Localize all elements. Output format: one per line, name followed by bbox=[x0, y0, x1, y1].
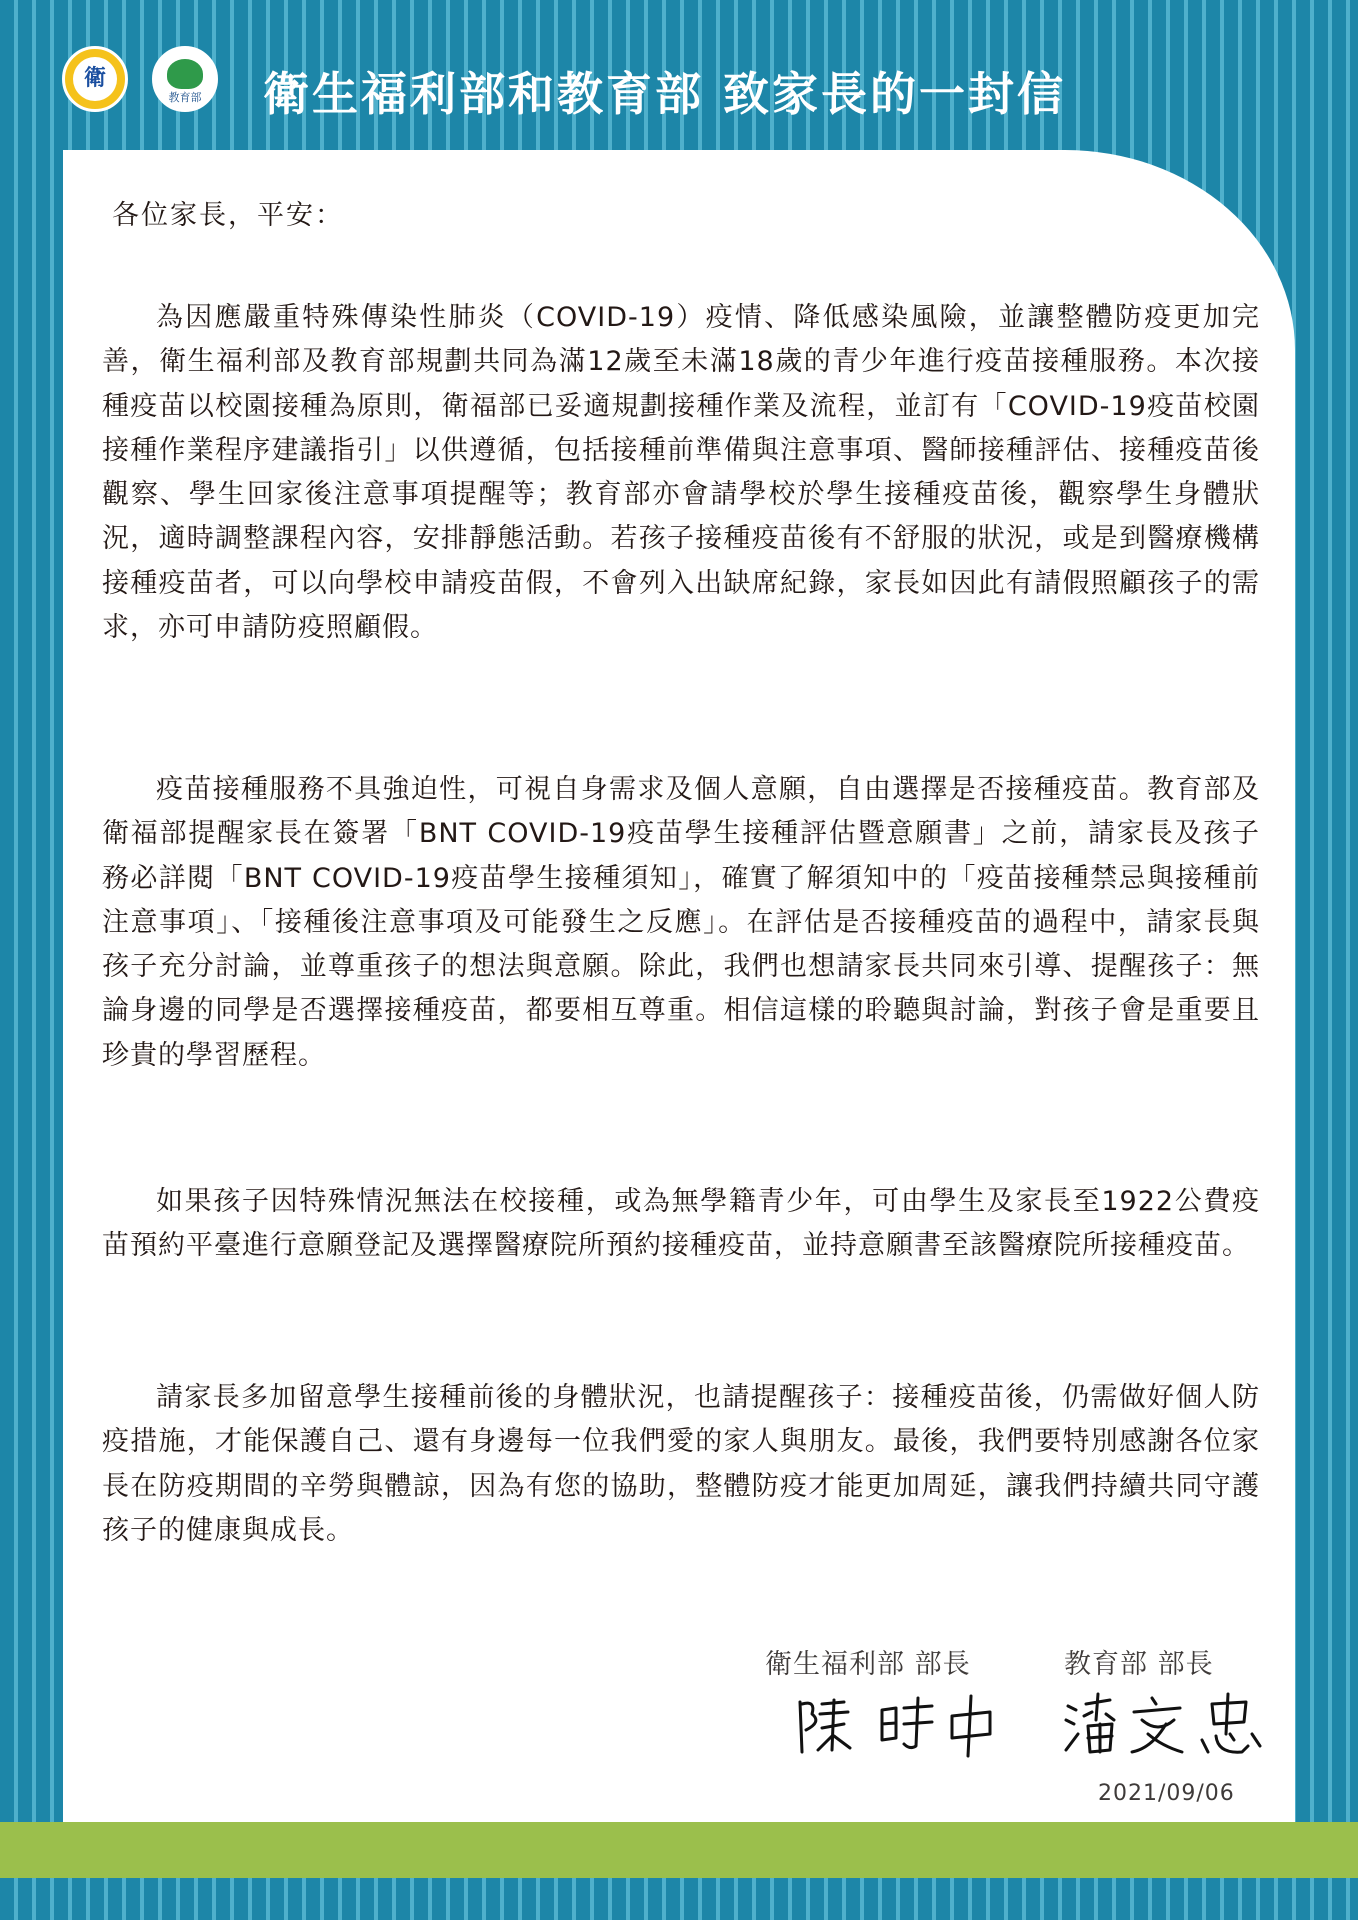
signatory-title-moe: 教育部 部長 bbox=[1064, 1649, 1214, 1680]
letter-paragraph-2: 疫苗接種服務不具強迫性，可視自身需求及個人意願，自由選擇是否接種疫苗。教育部及衛福部提醒家長在簽署「BNT COVID-19疫苗學生接種評估暨意願書」之前，請家長及孩子務必詳閱「BNT COVID-19疫苗學生接種須知」，確實了解須知中的「疫苗接種禁忌與接種前注意事項」、「接種後注意事項及可能發生之反應」。在評估是否接種疫苗的過程中，請家長與孩子充分討論，並尊重孩子的想法與意願。除此，我們也想請家長共同來引導、提醒孩子：無論身邊的同學是否選擇接種疫苗，都要相互尊重。相信這樣的聆聽與討論，對孩子會是重要且珍貴的學習歷程。 bbox=[102, 774, 1260, 1071]
letter-paragraph-1: 為因應嚴重特殊傳染性肺炎（COVID-19）疫情、降低感染風險，並讓整體防疫更加完善，衛生福利部及教育部規劃共同為滿12歲至未滿18歲的青少年進行疫苗接種服務。本次接種疫苗以校園接種為原則，衛福部已妥適規劃接種作業及流程，並訂有「COVID-19疫苗校園接種作業程序建議指引」以供遵循，包括接種前準備與注意事項、醫師接種評估、接種疫苗後觀察、學生回家後注意事項提醒等；教育部亦會請學校於學生接種疫苗後，觀察學生身體狀況，適時調整課程內容，安排靜態活動。若孩子接種疫苗後有不舒服的狀況，或是到醫療機構接種疫苗者，可以向學校申請疫苗假，不會列入出缺席紀錄，家長如因此有請假照顧孩子的需求，亦可申請防疫照顧假。 bbox=[102, 302, 1260, 644]
letter-header bbox=[0, 0, 1358, 175]
mohw-logo-icon: 衛 bbox=[62, 46, 128, 112]
page-title: 衛生福利部和教育部 致家長的一封信 bbox=[263, 67, 1067, 121]
letter-greeting: 各位家長，平安： bbox=[112, 200, 344, 231]
letter-paragraph-3: 如果孩子因特殊情況無法在校接種，或為無學籍青少年，可由學生及家長至1922公費疫苗預約平臺進行意願登記及選擇醫療院所預約接種疫苗，並持意願書至該醫療院所接種疫苗。 bbox=[102, 1186, 1260, 1262]
letter-paragraph-4: 請家長多加留意學生接種前後的身體狀況，也請提醒孩子：接種疫苗後，仍需做好個人防疫措施，才能保護自己、還有身邊每一位我們愛的家人與朋友。最後，我們要特別感謝各位家長在防疫期間的辛勞與體諒，因為有您的協助，整體防疫才能更加周延，讓我們持續共同守護孩子的健康與成長。 bbox=[102, 1382, 1260, 1546]
moe-logo-icon bbox=[152, 46, 218, 112]
moe-logo-caption: 教育部 bbox=[168, 91, 202, 104]
signatory-title-mohw: 衛生福利部 部長 bbox=[765, 1649, 971, 1680]
signature-moe-minister bbox=[1062, 1690, 1292, 1760]
signature-mohw-minister bbox=[792, 1690, 1022, 1760]
letter-date: 2021/09/06 bbox=[1098, 1781, 1235, 1806]
footer-green-band bbox=[0, 1822, 1358, 1878]
